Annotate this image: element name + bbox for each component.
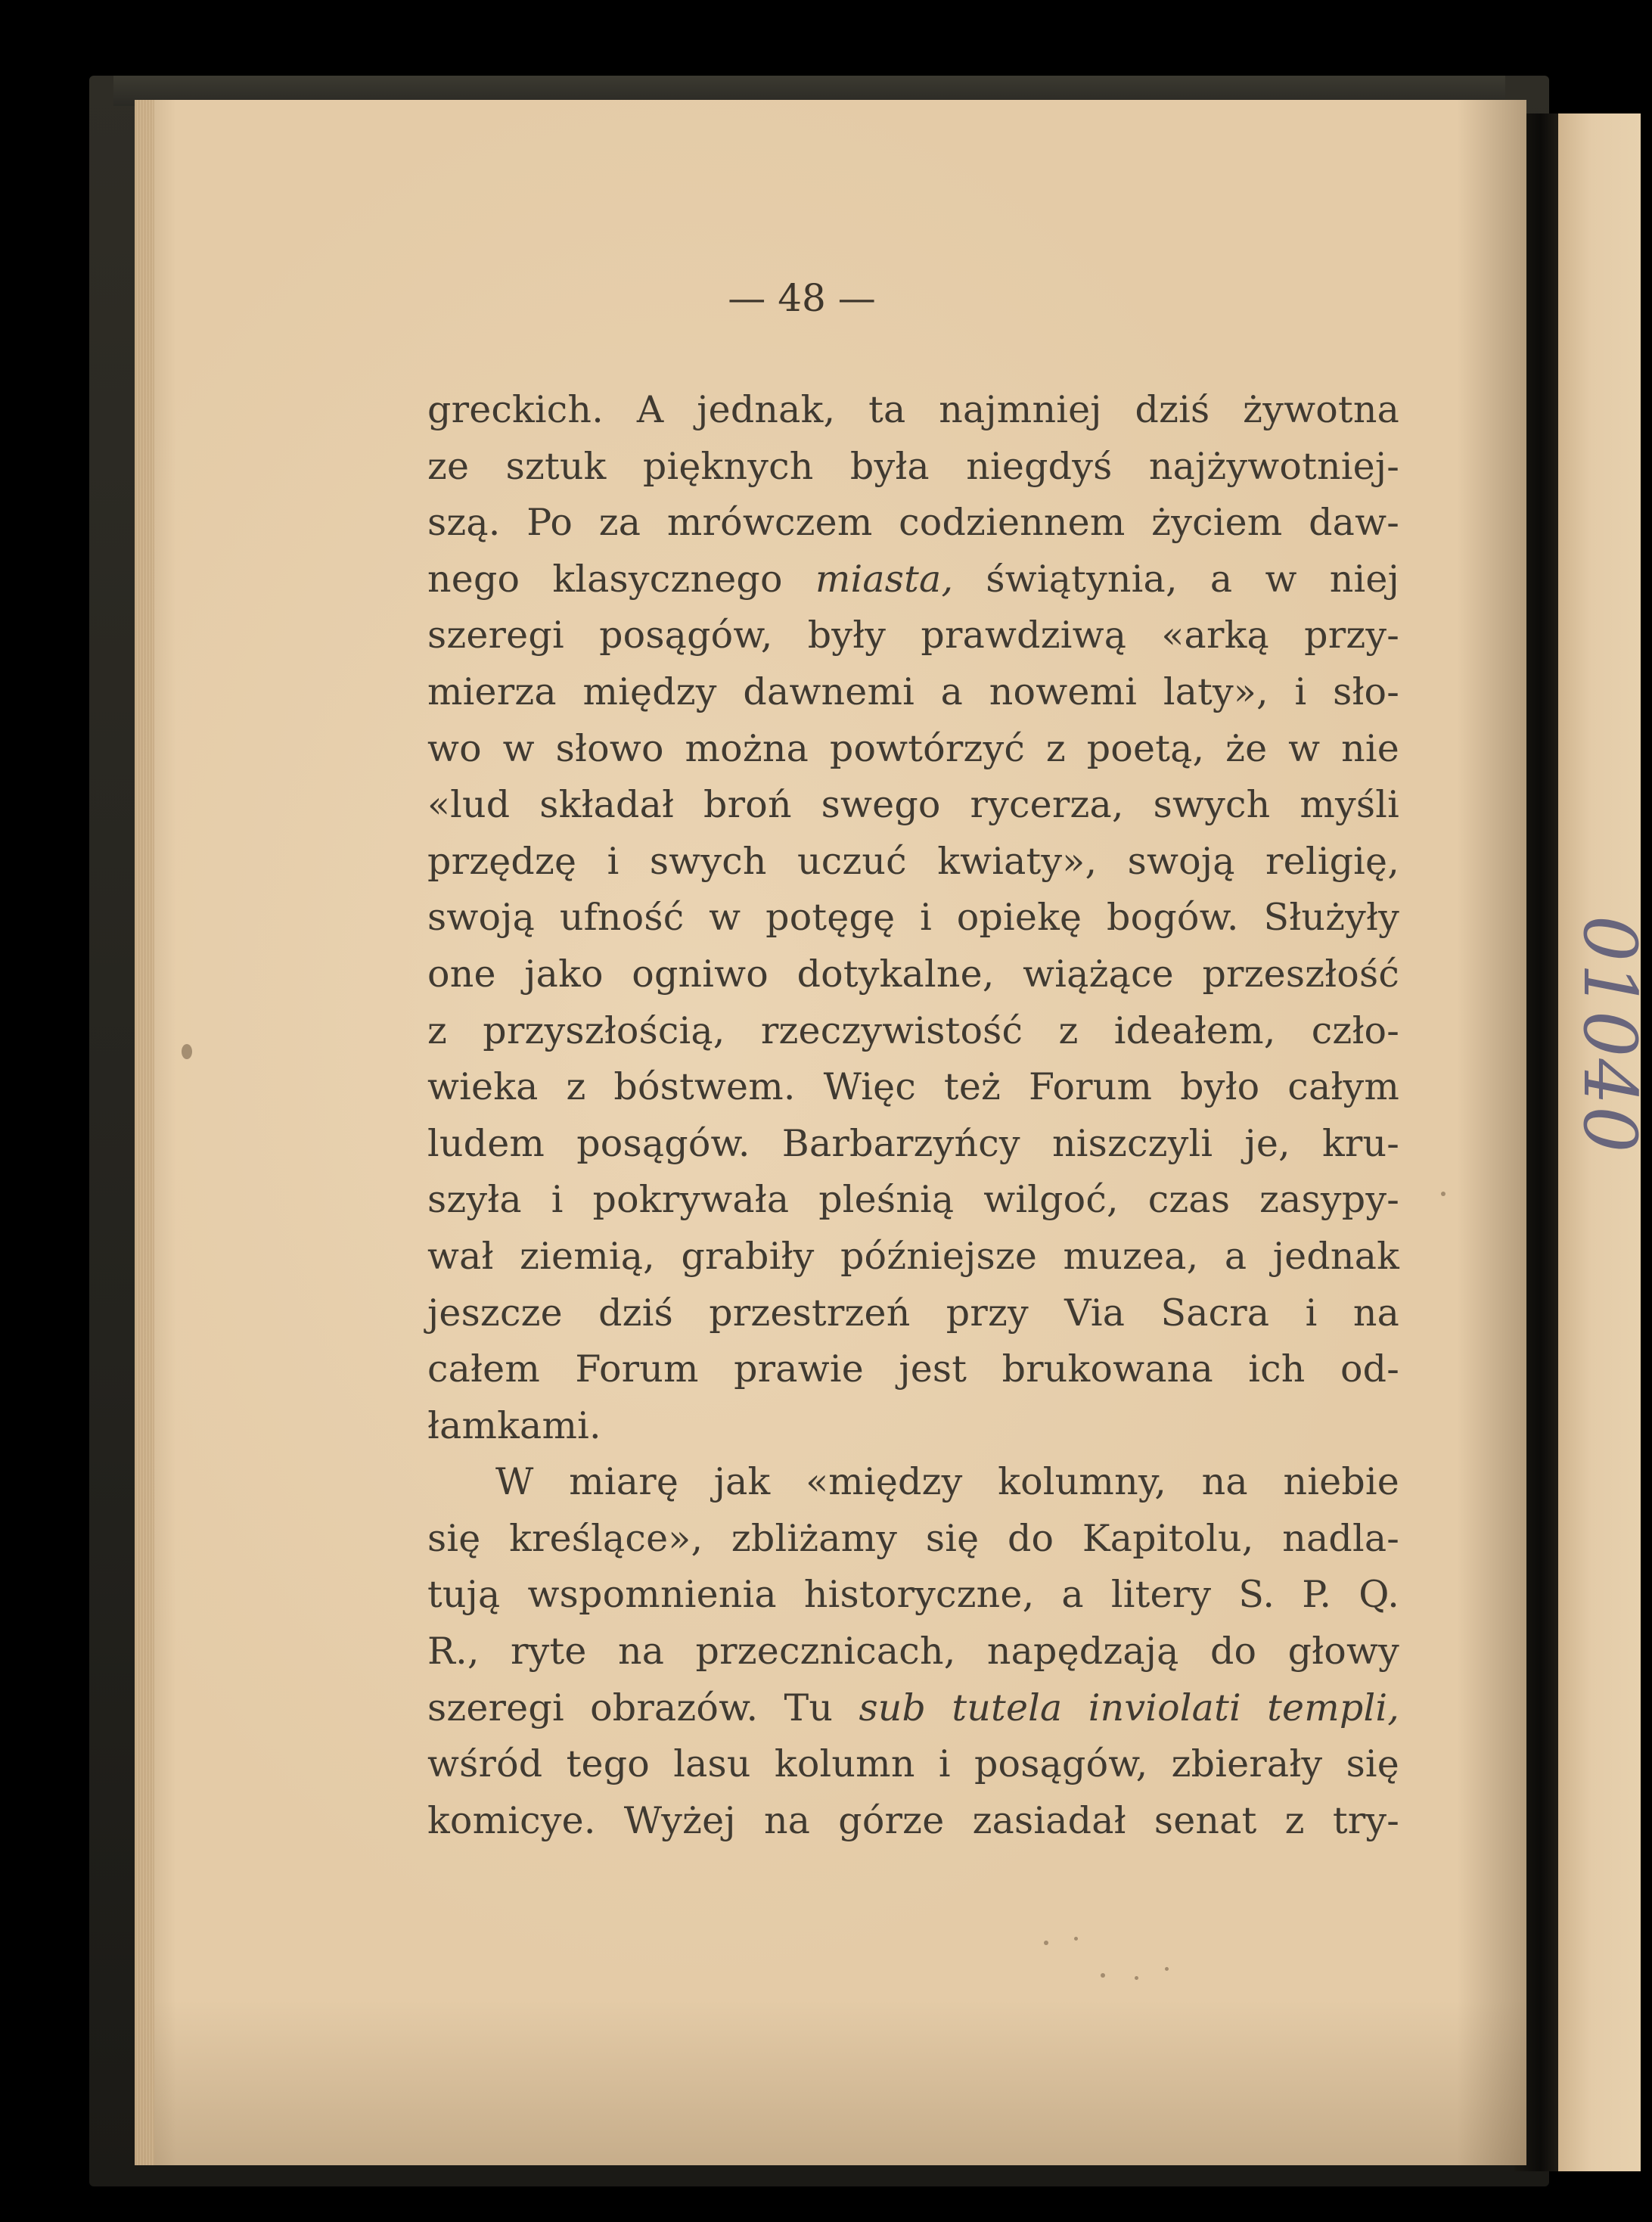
handwritten-shelfmark: 01040 [1567, 915, 1652, 1155]
text-line: ludem posągów. Barbarzyńcy niszczyli je, kru- [427, 1121, 1399, 1165]
paper-speck [1441, 1192, 1446, 1196]
text-fragment: szeregi obrazów. Tu [427, 1686, 859, 1729]
text-line: wał ziemią, grabiły późniejsze muzea, a jednak [427, 1234, 1399, 1278]
text-line: z przyszłością, rzeczywistość z ideałem, czło- [427, 1008, 1399, 1052]
text-line: przędzę i swych uczuć kwiaty», swoją religię, [427, 839, 1399, 883]
text-line: łamkami. [427, 1403, 601, 1447]
text-line: mierza między dawnemi a nowemi laty», i sło- [427, 670, 1399, 713]
page-number: — 48 — [688, 276, 915, 320]
text-line: W miarę jak «między kolumny, na niebie [495, 1460, 1399, 1504]
italic-phrase: sub tutela inviolati templi, [859, 1686, 1399, 1729]
page-stack-edge [135, 100, 154, 2165]
paper-speck [1165, 1967, 1169, 1971]
text-line: «lud składał broń swego rycerza, swych myśli [427, 783, 1399, 827]
text-line: wieka z bóstwem. Więc też Forum było całym [427, 1065, 1399, 1109]
text-line: ze sztuk pięknych była niegdyś najżywotniej- [427, 444, 1399, 488]
text-line [427, 552, 1399, 608]
text-line: wśród tego lasu kolumn i posągów, zbierały się [427, 1742, 1399, 1786]
body-text [427, 382, 1399, 1849]
text-line: jeszcze dziś przestrzeń przy Via Sacra i na [427, 1291, 1399, 1335]
text-line: całem Forum prawie jest brukowana ich od- [427, 1347, 1399, 1391]
paper-speck [1135, 1976, 1138, 1980]
text-line: wo w słowo można powtórzyć z poetą, że w nie [427, 726, 1399, 770]
paper-speck [1101, 1973, 1105, 1978]
paper-speck [182, 1044, 192, 1059]
text-line: R., ryte na przecznicach, napędzają do głowy [427, 1630, 1399, 1673]
text-fragment: świątynia, a w niej [953, 557, 1400, 601]
text-line: komicye. Wyżej na górze zasiadał senat z try- [427, 1798, 1399, 1842]
text-line: greckich. A jednak, ta najmniej dziś żywotna [427, 388, 1399, 431]
text-line: szeregi posągów, były prawdziwą «arką przy- [427, 614, 1399, 657]
text-line: się kreślące», zbliżamy się do Kapitolu, nadla- [427, 1516, 1399, 1560]
text-line: one jako ogniwo dotykalne, wiążące przeszłość [427, 952, 1399, 996]
text-line: szyła i pokrywała pleśnią wilgoć, czas zasypy- [427, 1178, 1399, 1222]
text-line: tują wspomnienia historyczne, a litery S. P. Q. [427, 1573, 1399, 1617]
paper-speck [1074, 1937, 1078, 1941]
text-line [427, 1680, 1399, 1737]
text-line: swoją ufność w potęgę i opiekę bogów. Służyły [427, 896, 1399, 940]
text-line: szą. Po za mrówczem codziennem życiem daw- [427, 501, 1399, 545]
paper-speck [1044, 1941, 1048, 1945]
italic-word: miasta, [815, 557, 954, 601]
text-fragment: nego klasycznego [427, 557, 815, 601]
